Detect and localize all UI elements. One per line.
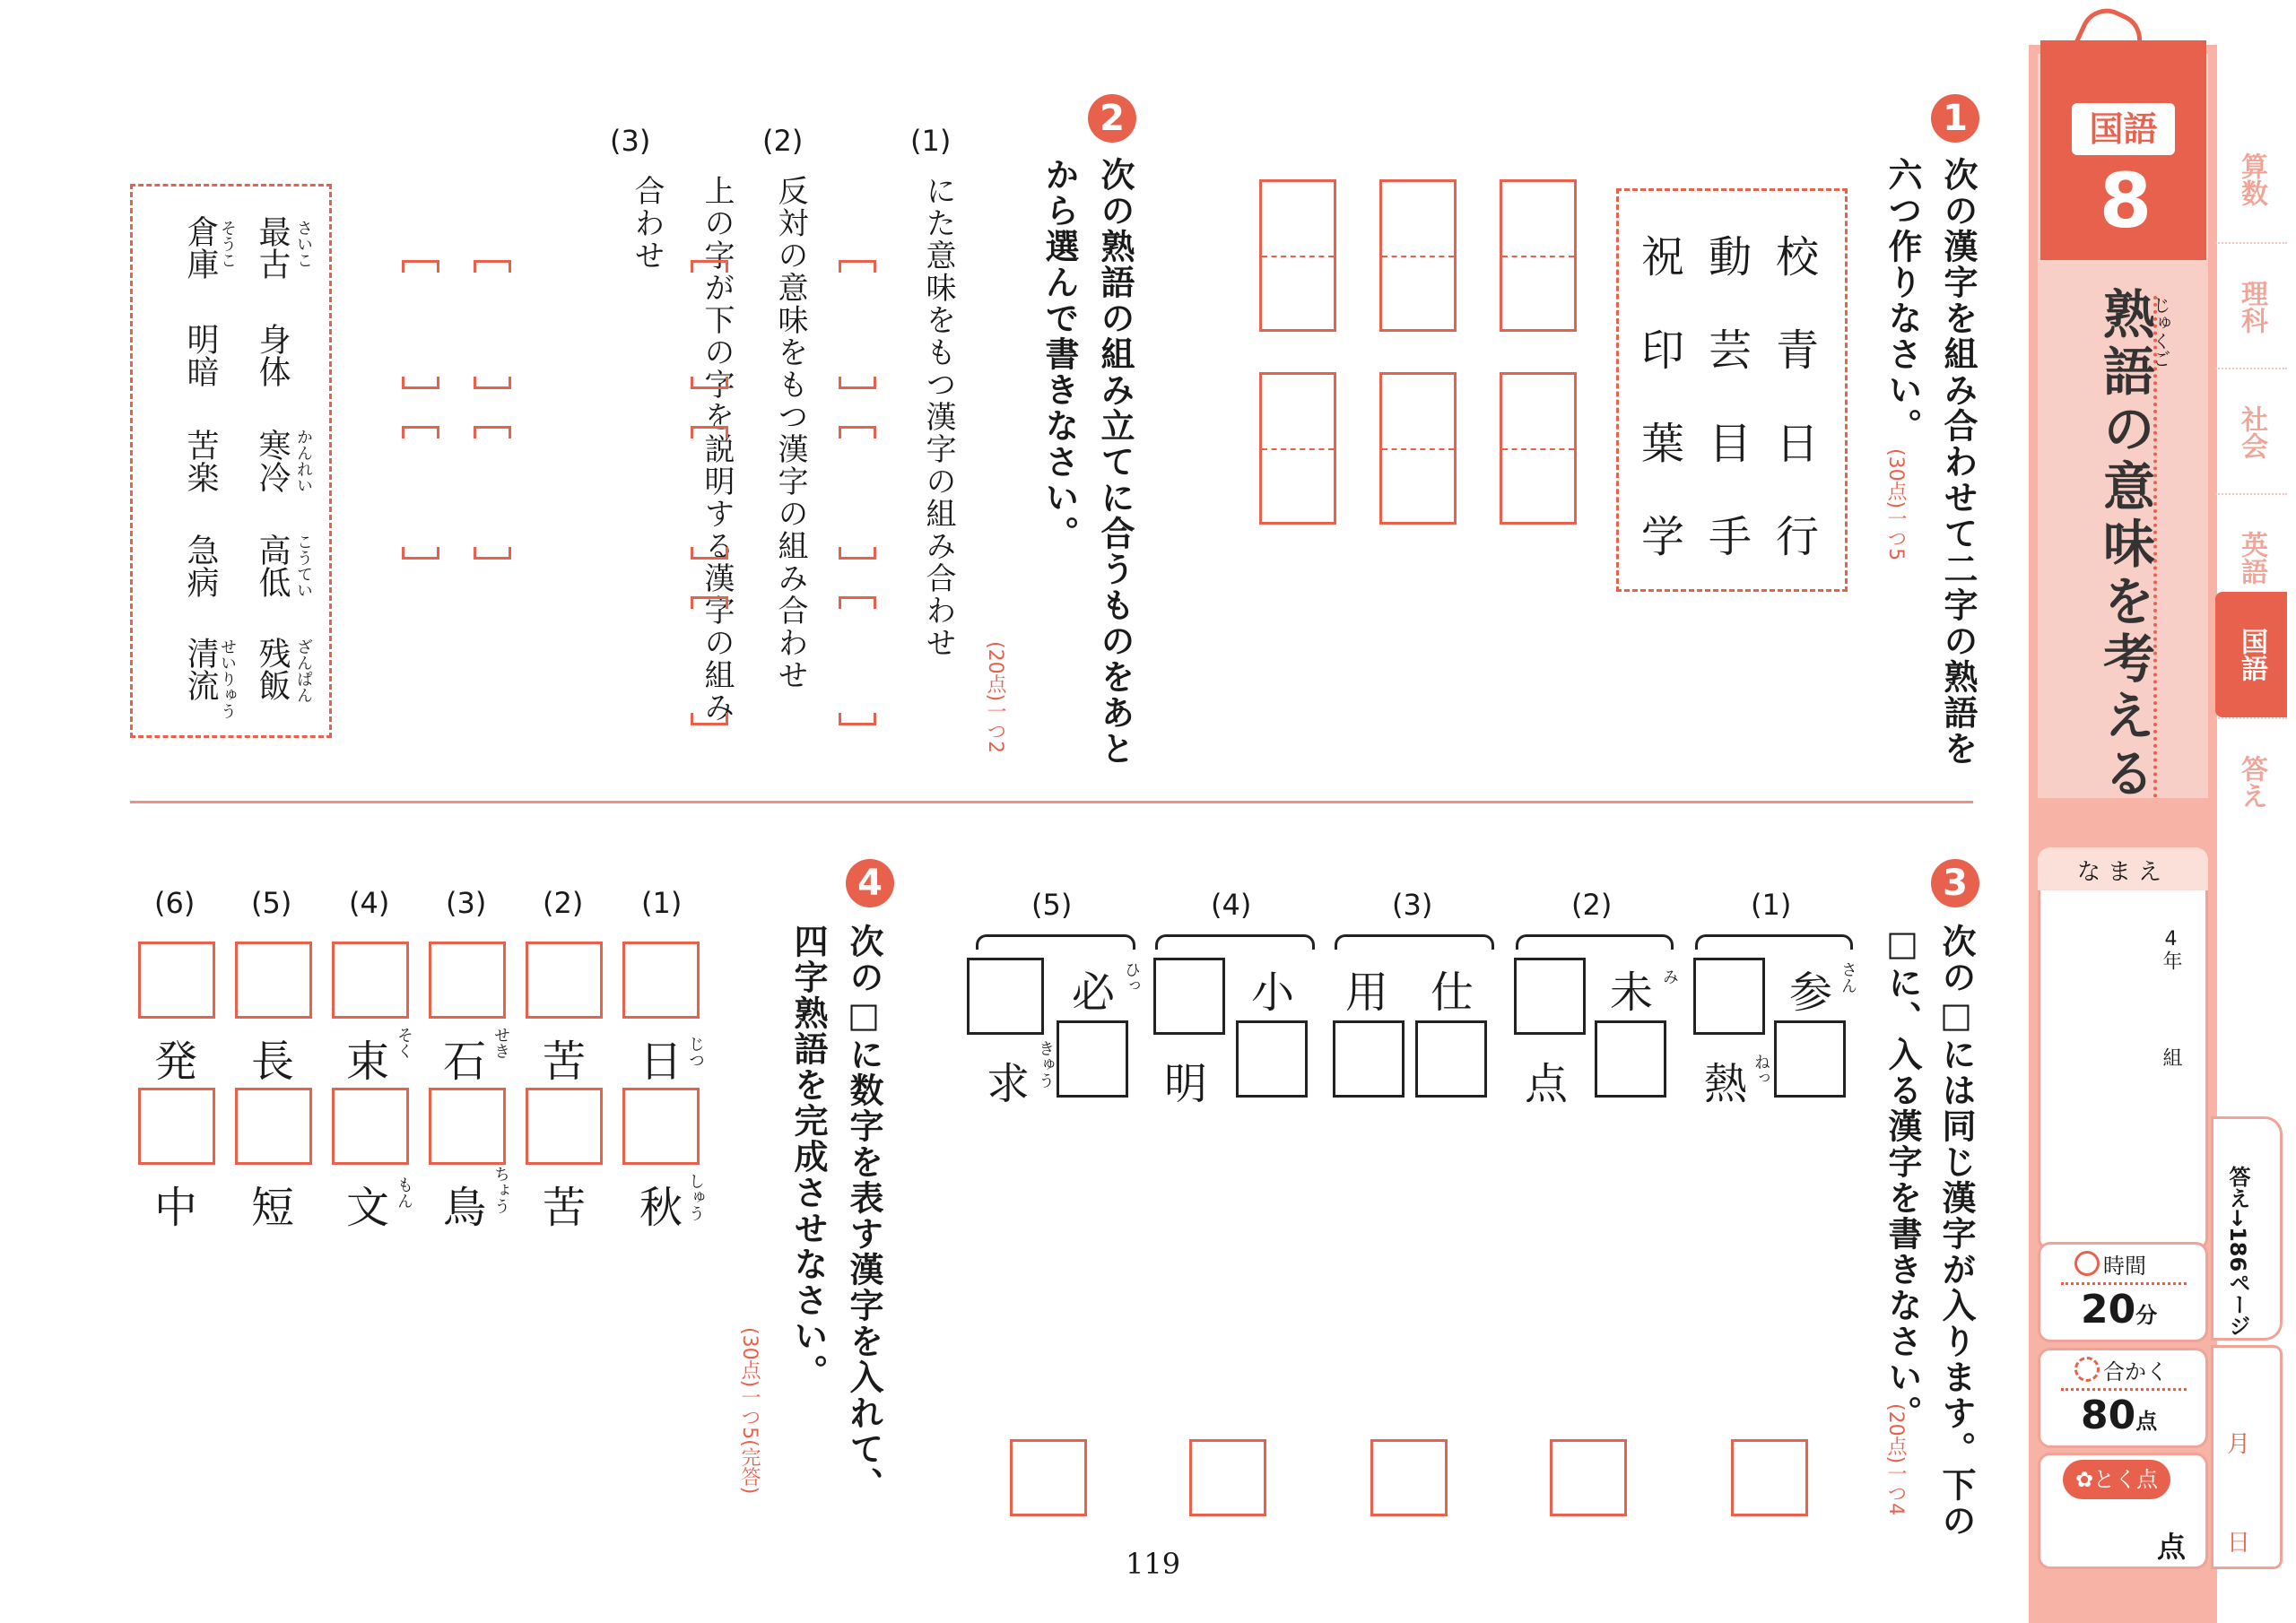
q1-answer-box[interactable] — [1379, 179, 1457, 332]
q2-answer-slot[interactable] — [474, 260, 511, 273]
q2-item-2-label: (2) — [762, 124, 804, 158]
q2-item-1-text: にた意味をもつ漢字の組み合わせ — [920, 175, 956, 659]
q1-answer-box[interactable] — [1500, 372, 1577, 525]
q2-answer-slot[interactable] — [839, 377, 876, 389]
q3-kanji-top: 未 — [1610, 968, 1654, 1018]
q4-blank[interactable] — [526, 942, 603, 1019]
q3-furigana: きゅう — [1036, 1040, 1055, 1089]
q2-text: 次の熟語の組み立てに合うものをあとから選んで書きなさい。 — [1039, 157, 1135, 767]
q4-blank[interactable] — [429, 942, 506, 1019]
choice-word: 身体 — [254, 323, 291, 387]
q3-furigana: み — [1660, 968, 1679, 985]
q3-blank[interactable] — [1514, 958, 1586, 1035]
q1-kanji: 目 — [1709, 419, 1752, 469]
q3-blank[interactable] — [1236, 1020, 1308, 1098]
q3-kanji-top: 必 — [1072, 968, 1116, 1018]
q4-kanji-b: 鳥 — [443, 1183, 487, 1233]
choice-furigana: こうてい — [294, 534, 313, 598]
q2-points: (20点)一つ2 — [984, 641, 1006, 754]
q4-item-1-label: (1) — [641, 886, 683, 920]
q1-kanji: 葉 — [1641, 419, 1685, 469]
section-divider — [130, 801, 1973, 803]
score-unit: 点 — [2157, 1530, 2187, 1564]
choice-furigana: かんれい — [294, 429, 313, 493]
choice-word: 最古 — [254, 215, 291, 280]
choice-word: 寒冷 — [254, 429, 291, 493]
q4-blank[interactable] — [622, 942, 700, 1019]
q2-item-3-label: (3) — [610, 124, 651, 158]
thumbs-up-icon: ✿ — [2074, 1467, 2094, 1492]
q2-answer-slot[interactable] — [402, 426, 439, 438]
q2-answer-slot[interactable] — [474, 426, 511, 438]
class-label[interactable]: 組 — [2160, 1047, 2182, 1067]
q4-kanji-a: 石 — [443, 1037, 487, 1087]
unit-title: 熟語の意味を考える — [2094, 287, 2155, 803]
score-badge — [2063, 1460, 2170, 1499]
q1-kanji: 学 — [1641, 512, 1685, 562]
q2-answer-slot[interactable] — [839, 547, 876, 560]
q4-item-3-label: (3) — [446, 886, 487, 920]
choice-furigana: ざんぱん — [294, 638, 313, 703]
q1-kanji: 日 — [1776, 419, 1820, 469]
q1-kanji: 動 — [1709, 232, 1752, 282]
q3-brace — [1335, 934, 1494, 950]
q2-answer-slot[interactable] — [691, 713, 728, 725]
time-label: 時間 — [2103, 1254, 2146, 1279]
choice-word: 高低 — [254, 534, 291, 598]
choice-word: 急病 — [182, 534, 219, 598]
choice-word: 残飯 — [254, 637, 291, 701]
choice-word: 明暗 — [182, 323, 219, 387]
q4-kanji-b: 短 — [251, 1183, 295, 1233]
choice-word: 苦楽 — [182, 429, 219, 493]
q4-text: 次の□に数字を表す漢字を入れて、四字熟語を完成させなさい。 — [788, 924, 883, 1503]
q2-answer-slot[interactable] — [691, 260, 728, 273]
q2-answer-slot[interactable] — [691, 377, 728, 389]
q1-kanji: 青 — [1776, 325, 1820, 376]
q3-item-4-label: (4) — [1211, 888, 1252, 922]
q3-answer-box[interactable] — [1370, 1439, 1448, 1516]
q1-answer-box[interactable] — [1259, 372, 1336, 525]
tab-answers[interactable]: 答え — [2215, 717, 2287, 845]
q3-brace — [1516, 934, 1674, 950]
subject-label: 国語 — [2072, 103, 2175, 155]
q3-text-1: 次の□には同じ漢字が入ります。下の — [1936, 924, 1976, 1539]
q4-blank[interactable] — [235, 942, 312, 1019]
q2-answer-slot[interactable] — [839, 596, 876, 609]
q3-points: (20点)一つ4 — [1884, 1403, 1907, 1516]
q2-answer-slot[interactable] — [691, 547, 728, 560]
q4-blank[interactable] — [526, 1088, 603, 1165]
tab-english[interactable]: 英語 — [2215, 493, 2287, 621]
answer-ref[interactable]: 答え→186ページ — [2225, 1166, 2250, 1337]
q1-text: 次の漢字を組み合わせて二字の熟語を六つ作りなさい。 — [1883, 157, 1978, 767]
q4-item-6-label: (6) — [154, 886, 196, 920]
q3-brace — [976, 934, 1135, 950]
q3-furigana: さん — [1839, 961, 1857, 994]
q4-furigana: ちょう — [491, 1166, 510, 1214]
q3-kanji-bottom: 用 — [1345, 968, 1389, 1018]
q3-blank[interactable] — [967, 958, 1044, 1035]
time-value — [2081, 1287, 2157, 1332]
pass-value — [2081, 1393, 2157, 1438]
q4-points: (30点)一つ5(完答) — [738, 1327, 761, 1495]
q1-kanji: 校 — [1776, 232, 1820, 282]
q4-kanji-b: 中 — [154, 1183, 198, 1233]
q3-furigana: ひっ — [1122, 961, 1141, 994]
q2-answer-slot[interactable] — [691, 426, 728, 438]
q3-kanji-bottom: 点 — [1525, 1059, 1569, 1109]
q1-kanji: 行 — [1776, 512, 1820, 562]
q2-answer-slot[interactable] — [402, 377, 439, 389]
q4-kanji-a: 苦 — [543, 1037, 587, 1087]
q3-answer-box[interactable] — [1010, 1439, 1087, 1516]
time-dotted — [2061, 1282, 2187, 1285]
score-label: とく点 — [2093, 1467, 2159, 1492]
title-wavy-line — [2148, 296, 2157, 798]
flower-icon — [2074, 1357, 2100, 1382]
pass-label: 合かく — [2103, 1359, 2168, 1384]
name-label: なまえ — [2076, 859, 2169, 886]
pass-unit: 点 — [2135, 1409, 2158, 1434]
q3-blank[interactable] — [1333, 1020, 1405, 1098]
q1-kanji: 印 — [1641, 325, 1685, 376]
choice-furigana: そうこ — [218, 220, 237, 268]
q4-furigana: じつ — [686, 1036, 705, 1068]
q4-item-4-label: (4) — [349, 886, 390, 920]
q2-item-2-text: 反対の意味をもつ漢字の組み合わせ — [772, 175, 808, 691]
choice-word: 倉庫 — [182, 215, 219, 280]
q3-item-2-label: (2) — [1571, 888, 1613, 922]
q1-kanji: 芸 — [1709, 325, 1752, 376]
time-number: 20 — [2081, 1287, 2136, 1332]
q4-blank[interactable] — [332, 942, 409, 1019]
pass-dotted — [2061, 1388, 2187, 1391]
q3-blank[interactable] — [1693, 958, 1765, 1035]
q4-blank[interactable] — [235, 1088, 312, 1165]
q3-kanji-top: 仕 — [1431, 968, 1474, 1018]
clock-icon — [2074, 1251, 2100, 1276]
choice-word: 清流 — [182, 637, 219, 701]
q3-furigana: ねっ — [1752, 1054, 1770, 1086]
q1-points: (30点)一つ5 — [1884, 448, 1907, 561]
q3-kanji-bottom: 求 — [987, 1059, 1031, 1109]
q3-item-3-label: (3) — [1392, 888, 1433, 922]
q4-furigana: もん — [395, 1176, 413, 1209]
q2-answer-slot[interactable] — [474, 377, 511, 389]
q4-kanji-b: 文 — [346, 1183, 390, 1233]
q2-item-3-text: 上の字が下の字を説明する漢字の組み合わせ — [629, 175, 735, 724]
q4-number: 4 — [846, 859, 894, 907]
q2-answer-slot[interactable] — [402, 547, 439, 560]
q2-item-1-label: (1) — [910, 124, 952, 158]
q2-answer-slot[interactable] — [839, 426, 876, 438]
tab-japanese[interactable]: 国語 — [2215, 592, 2287, 717]
title-furigana: じゅくご — [2150, 296, 2171, 368]
q1-kanji: 手 — [1709, 512, 1752, 562]
q1-kanji: 祝 — [1641, 232, 1685, 282]
q1-answer-box[interactable] — [1259, 179, 1336, 332]
q3-blank[interactable] — [1153, 958, 1225, 1035]
q3-kanji-bottom: 明 — [1164, 1059, 1208, 1109]
tab-social[interactable]: 社会 — [2215, 368, 2287, 495]
unit-number: 8 — [2099, 157, 2152, 245]
tab-math[interactable]: 算数 — [2236, 152, 2267, 206]
q4-blank[interactable] — [138, 942, 215, 1019]
grade-label[interactable]: 4年 — [2160, 928, 2182, 970]
q1-answer-box[interactable] — [1379, 372, 1457, 525]
q4-blank[interactable] — [332, 1088, 409, 1165]
q1-number: 1 — [1931, 94, 1979, 143]
q4-blank[interactable] — [138, 1088, 215, 1165]
q4-item-2-label: (2) — [543, 886, 584, 920]
q4-furigana: せき — [491, 1027, 510, 1059]
q4-kanji-a: 長 — [251, 1037, 295, 1087]
q3-item-5-label: (5) — [1031, 888, 1073, 922]
q4-kanji-b: 秋 — [639, 1183, 683, 1233]
q4-blank[interactable] — [429, 1088, 506, 1165]
q2-answer-slot[interactable] — [839, 713, 876, 725]
q2-answer-slot[interactable] — [474, 547, 511, 560]
q4-item-5-label: (5) — [251, 886, 292, 920]
q3-brace — [1695, 934, 1853, 950]
choice-furigana: せいりゅう — [218, 638, 237, 719]
q4-kanji-b: 苦 — [543, 1183, 587, 1233]
q3-answer-box[interactable] — [1731, 1439, 1808, 1516]
q3-text-2: □に、入る漢字を書きなさい。 — [1883, 924, 1922, 1431]
q1-answer-box[interactable] — [1500, 179, 1577, 332]
q3-blank[interactable] — [1774, 1020, 1846, 1098]
q3-blank[interactable] — [1595, 1020, 1666, 1098]
q2-number: 2 — [1088, 94, 1136, 143]
q3-kanji-bottom: 熱 — [1704, 1059, 1748, 1109]
q3-number: 3 — [1931, 859, 1979, 907]
q4-blank[interactable] — [622, 1088, 700, 1165]
pass-number: 80 — [2081, 1393, 2136, 1438]
q2-answer-slot[interactable] — [839, 260, 876, 273]
q3-kanji-top: 参 — [1789, 968, 1833, 1018]
q2-answer-slot[interactable] — [691, 596, 728, 609]
q3-item-1-label: (1) — [1751, 888, 1792, 922]
q4-furigana: そく — [395, 1027, 413, 1059]
q4-furigana: しゅう — [686, 1173, 705, 1221]
time-unit: 分 — [2135, 1303, 2158, 1328]
q3-brace — [1155, 934, 1315, 950]
choice-furigana: さいこ — [294, 220, 313, 268]
q3-blank[interactable] — [1415, 1020, 1487, 1098]
q4-kanji-a: 日 — [639, 1037, 683, 1087]
page-number: 119 — [1126, 1547, 1181, 1581]
q2-answer-slot[interactable] — [402, 260, 439, 273]
q4-kanji-a: 束 — [346, 1037, 390, 1087]
q3-kanji-top: 小 — [1251, 968, 1295, 1018]
q3-blank[interactable] — [1057, 1020, 1128, 1098]
q4-kanji-a: 発 — [154, 1037, 198, 1087]
q3-answer-box[interactable] — [1550, 1439, 1627, 1516]
day-label: 日 — [2227, 1530, 2251, 1557]
q3-answer-box[interactable] — [1189, 1439, 1266, 1516]
month-label: 月 — [2227, 1431, 2251, 1458]
tab-science[interactable]: 理科 — [2215, 242, 2287, 369]
